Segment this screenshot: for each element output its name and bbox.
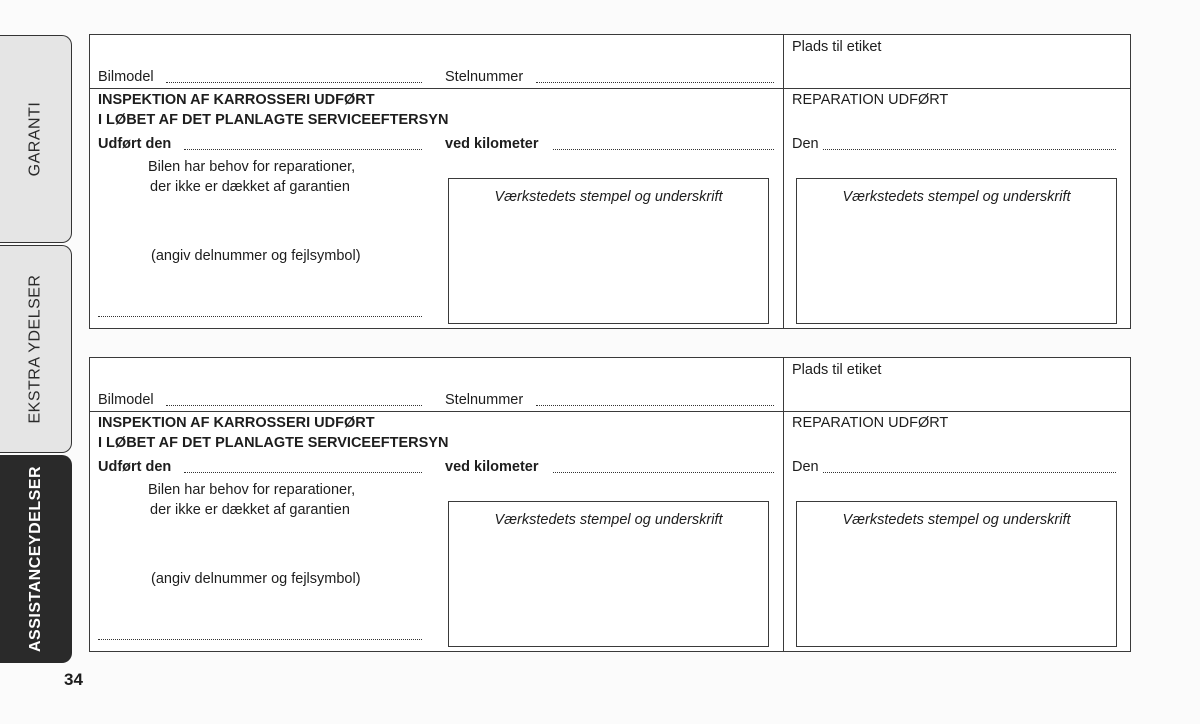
car-model-field[interactable] [166, 405, 422, 406]
workshop-stamp-box[interactable] [448, 178, 769, 324]
row-divider [90, 411, 1130, 412]
done-on-label: Udført den [98, 459, 172, 475]
inspection-form-2 [89, 357, 1131, 652]
inspection-title-line2: I LØBET AF DET PLANLAGTE SERVICEEFTERSYN [98, 112, 449, 128]
kilometer-field[interactable] [553, 472, 774, 473]
repair-stamp-label: Værkstedets stempel og underskrift [842, 189, 1071, 205]
tab-assistanceydelser-label: ASSISTANCEYDELSER [26, 465, 44, 653]
done-on-label: Udført den [98, 136, 172, 152]
car-model-label: Bilmodel [98, 392, 154, 408]
repair-stamp-label: Værkstedets stempel og underskrift [842, 512, 1071, 528]
inspection-form-1 [89, 34, 1131, 329]
needs-repair-line2: der ikke er dækket af garantien [150, 502, 350, 518]
inspection-title-line1: INSPEKTION AF KARROSSERI UDFØRT [98, 92, 375, 108]
repair-stamp-box[interactable] [796, 178, 1117, 324]
workshop-stamp-box[interactable] [448, 501, 769, 647]
repair-stamp-box[interactable] [796, 501, 1117, 647]
row-divider [90, 88, 1130, 89]
workshop-stamp-label: Værkstedets stempel og underskrift [494, 512, 723, 528]
part-number-field[interactable] [98, 316, 422, 317]
chassis-number-label: Stelnummer [445, 69, 524, 85]
tab-ekstra-ydelser-label: EKSTRA YDELSER [26, 274, 44, 424]
needs-repair-line1: Bilen har behov for reparationer, [148, 482, 356, 498]
chassis-number-field[interactable] [536, 405, 774, 406]
label-area-text: Plads til etiket [792, 39, 882, 55]
car-model-label: Bilmodel [98, 69, 154, 85]
chassis-number-label: Stelnummer [445, 392, 524, 408]
repair-done-title: REPARATION UDFØRT [792, 415, 949, 431]
part-hint: (angiv delnummer og fejlsymbol) [151, 571, 361, 587]
repair-done-title: REPARATION UDFØRT [792, 92, 949, 108]
date-label: Den [792, 136, 819, 152]
part-number-field[interactable] [98, 639, 422, 640]
workshop-stamp-label: Værkstedets stempel og underskrift [494, 189, 723, 205]
page-number: 34 [64, 670, 83, 689]
chassis-number-field[interactable] [536, 82, 774, 83]
inspection-title-line1: INSPEKTION AF KARROSSERI UDFØRT [98, 415, 375, 431]
kilometer-label: ved kilometer [445, 136, 539, 152]
tab-ekstra-ydelser[interactable] [0, 245, 72, 453]
column-divider [783, 358, 784, 651]
tab-garanti-label: GARANTI [26, 101, 44, 177]
inspection-title-line2: I LØBET AF DET PLANLAGTE SERVICEEFTERSYN [98, 435, 449, 451]
date-field[interactable] [823, 149, 1116, 150]
done-on-field[interactable] [184, 472, 422, 473]
needs-repair-line2: der ikke er dækket af garantien [150, 179, 350, 195]
tab-garanti[interactable] [0, 35, 72, 243]
needs-repair-line1: Bilen har behov for reparationer, [148, 159, 356, 175]
tab-assistanceydelser[interactable] [0, 455, 72, 663]
date-field[interactable] [823, 472, 1116, 473]
car-model-field[interactable] [166, 82, 422, 83]
done-on-field[interactable] [184, 149, 422, 150]
label-area-text: Plads til etiket [792, 362, 882, 378]
date-label: Den [792, 459, 819, 475]
kilometer-label: ved kilometer [445, 459, 539, 475]
kilometer-field[interactable] [553, 149, 774, 150]
column-divider [783, 35, 784, 328]
part-hint: (angiv delnummer og fejlsymbol) [151, 248, 361, 264]
